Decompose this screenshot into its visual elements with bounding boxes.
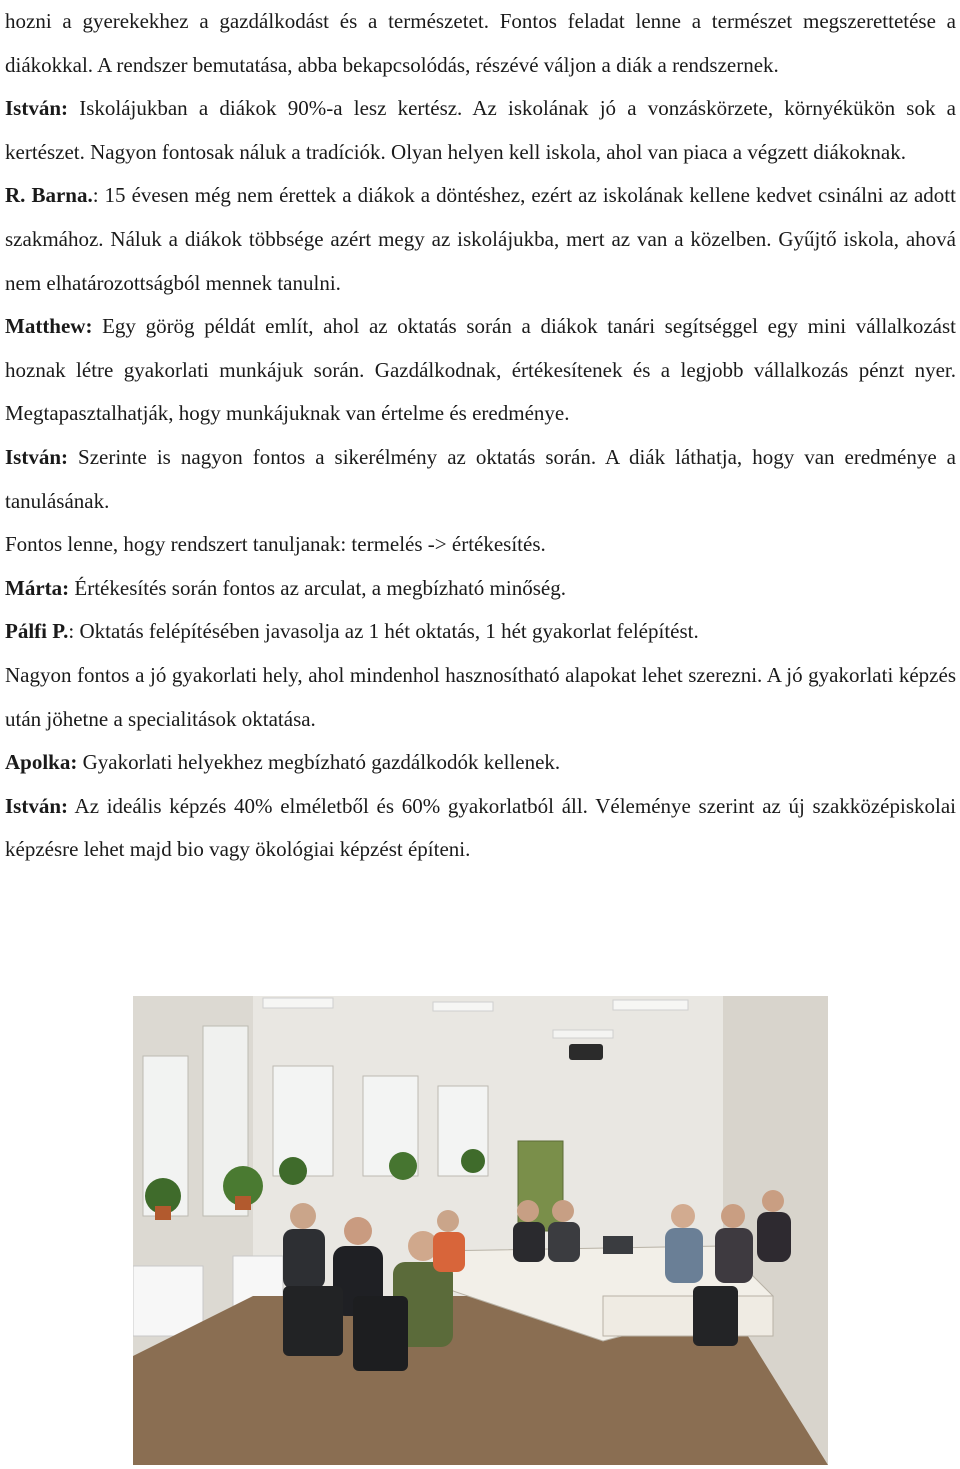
speaker-name: R. Barna. [5,183,93,208]
paragraph-istvan-2 [5,436,956,523]
paragraph-text: Az ideális képzés 40% elméletből és 60% gyakorlatból áll. Véleménye szerint az új szakközépiskolai képzésre lehet majd bio vagy ökológiai képzést építeni. [5,793,956,862]
ceiling-light [553,1030,613,1038]
laptop [603,1236,633,1254]
paragraph-text: Nagyon fontos a jó gyakorlati hely, ahol mindenhol hasznosítható alapokat lehet szerezni. A jó gyakorlati képzés után jöhetne a specialitások oktatása. [5,662,956,731]
paragraph-palfi [5,610,956,654]
projector [569,1044,603,1060]
paragraph-text: Egy görög példát említ, ahol az oktatás során a diákok tanári segítséggel egy mini vállalkozást hoznak létre gyakorlati munkájuk során. Gazdálkodnak, értékesítenek és a legjobb vállalkozás pénzt nyer. Megtapasztalhatják, hogy munkájuknak van értelme és eredménye. [5,314,956,426]
paragraph-text: : Oktatás felépítésében javasolja az 1 hét oktatás, 1 hét gyakorlat felépítést. [68,619,699,644]
paragraph-text: hozni a gyerekekhez a gazdálkodást és a természetet. Fontos feladat lenne a természet megszerettetése a diákokkal. A rendszer bemutatása, abba bekapcsolódás, részévé váljon a diák a rendszernek. [5,9,956,77]
paragraph-text: Szerinte is nagyon fontos a sikerélmény az oktatás során. A diák láthatja, hogy van eredménye a tanulásának. [5,444,956,513]
flower-pot [155,1206,171,1220]
speaker-name: István: [5,96,69,121]
paragraph-intro-continued [5,0,956,87]
plant [461,1149,485,1173]
ceiling-light [263,998,333,1008]
meeting-room-photo [133,996,828,1465]
speaker-name: Matthew: [5,314,93,339]
paragraph-text: Fontos lenne, hogy rendszert tanuljanak: termelés -> értékesítés. [5,532,546,557]
paragraph-text: Értékesítés során fontos az arculat, a megbízható minőség. [69,575,566,600]
paragraph-marta [5,567,956,611]
paragraph-barna [5,174,956,305]
paragraph-istvan-1 [5,87,956,174]
paragraph-text: Iskolájukban a diákok 90%-a lesz kertész. Az iskolának jó a vonzáskörzete, környékükön sok a kertészet. Nagyon fontosak náluk a tradíciók. Olyan helyen kell iskola, ahol van piaca a végzett diákoknak. [5,96,956,164]
speaker-name: Márta: [5,575,70,600]
chair [693,1286,738,1346]
flower-pot [235,1196,251,1210]
chair [283,1286,343,1356]
paragraph-text: : 15 évesen még nem érettek a diákok a döntéshez, ezért az iskolának kellene kedvet csinálni az adott szakmához. Náluk a diákok többsége azért megy az iskolájukba, mert az van a közelben. Gyűjtő iskola, ahová nem elhatározottságból mennek tanulni. [5,183,956,295]
chair [353,1296,408,1371]
document-page [5,0,956,872]
meeting-photo-illustration [133,996,828,1465]
paragraph-text: Gyakorlati helyekhez megbízható gazdálkodók kellenek. [77,750,561,775]
paragraph-apolka [5,741,956,785]
speaker-name: Pálfi P. [5,619,69,644]
table-front [603,1296,773,1336]
paragraph-matthew [5,305,956,436]
paragraph-practice [5,654,956,741]
ceiling-light [433,1002,493,1011]
window [273,1066,333,1176]
plant [389,1152,417,1180]
ceiling-light [613,1000,688,1010]
paragraph-istvan-3 [5,785,956,872]
radiator [133,1266,203,1336]
plant [279,1157,307,1185]
speaker-name: Apolka: [5,750,78,775]
speaker-name: István: [5,444,69,469]
speaker-name: István: [5,793,69,818]
paragraph-system [5,523,956,567]
